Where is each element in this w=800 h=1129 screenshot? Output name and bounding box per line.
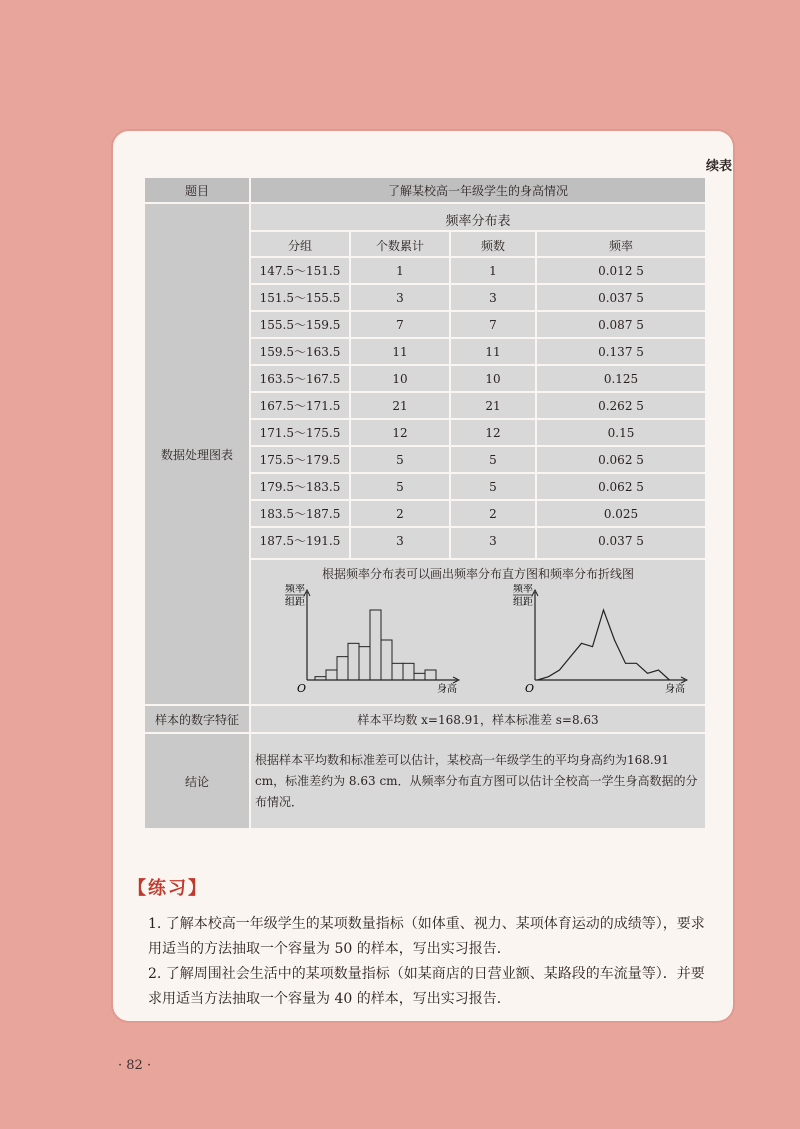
histogram-bar	[359, 647, 370, 680]
freq-cell-group: 175.5～179.5	[259, 453, 341, 467]
section-label: 数据处理图表	[145, 204, 249, 704]
freq-cell-group: 171.5～175.5	[259, 426, 341, 440]
frequency-polygon-chart	[495, 584, 695, 696]
freq-table-title: 频率分布表	[445, 213, 511, 229]
freq-cell-frequency: 0.037 5	[598, 533, 644, 548]
exercise-item-2: 2. 了解周围社会生活中的某项数量指标（如某商店的日营业额、某路段的车流量等）．并要求用适当方法抽取一个容量为 40 的样本，写出实习报告．	[148, 966, 705, 1007]
freq-cell-group: 151.5～155.5	[259, 291, 341, 305]
freq-cell-group: 147.5～151.5	[259, 264, 341, 278]
freq-cell-count: 3	[489, 290, 497, 305]
freq-cell-cumulative: 3	[396, 290, 404, 305]
freq-cell-cumulative: 12	[392, 425, 408, 440]
x-axis-label: 身高	[437, 684, 457, 695]
histogram-chart	[267, 584, 467, 696]
col-header-group: 分组	[287, 238, 312, 253]
freq-cell-cumulative: 11	[392, 344, 408, 359]
histogram-bar	[381, 640, 392, 680]
freq-cell-cumulative: 10	[392, 371, 408, 386]
freq-cell-group: 183.5～187.5	[259, 507, 341, 521]
freq-cell-group: 167.5～171.5	[259, 399, 341, 413]
freq-cell-cumulative: 2	[396, 506, 404, 521]
col-header-frequency: 频率	[608, 238, 633, 253]
exercise-title: 【练习】	[128, 878, 208, 899]
sample-label: 样本的数字特征	[145, 706, 249, 732]
freq-cell-cumulative: 21	[392, 398, 408, 413]
freq-cell-frequency: 0.262 5	[598, 398, 644, 413]
header-right: 了解某校高一年级学生的身高情况	[251, 178, 705, 202]
conclusion-text: 根据样本平均数和标准差可以估计，某校高一年级学生的平均身高约为168.91 cm，标准差约为 8.63 cm．从频率分布直方图可以估计全校高一学生身高数据的分布情况．	[255, 753, 698, 809]
freq-cell-group: 163.5～167.5	[259, 372, 341, 386]
y-label-bottom: 组距	[285, 597, 305, 608]
freq-cell-cumulative: 5	[396, 452, 404, 467]
histogram-bar	[348, 643, 359, 680]
freq-cell-cumulative: 1	[396, 263, 404, 278]
freq-cell-cumulative: 3	[396, 533, 404, 548]
freq-cell-frequency: 0.137 5	[598, 344, 644, 359]
freq-cell-count: 12	[485, 425, 501, 440]
y-label-top: 频率	[285, 584, 305, 595]
histogram-bar	[337, 657, 348, 680]
freq-cell-count: 5	[489, 479, 497, 494]
freq-cell-count: 10	[485, 371, 501, 386]
freq-cell-frequency: 0.037 5	[598, 290, 644, 305]
freq-cell-frequency: 0.087 5	[598, 317, 644, 332]
origin-label: O	[525, 682, 535, 695]
freq-cell-group: 179.5～183.5	[259, 480, 341, 494]
header-left: 题目	[145, 178, 249, 202]
freq-cell-count: 5	[489, 452, 497, 467]
y-label-bottom: 组距	[513, 597, 533, 608]
freq-cell-count: 3	[489, 533, 497, 548]
histogram-bar	[315, 677, 326, 680]
charts-caption: 根据频率分布表可以画出频率分布直方图和频率分布折线图	[321, 566, 634, 581]
report-table	[145, 178, 705, 828]
freq-cell-count: 2	[489, 506, 497, 521]
freq-cell-cumulative: 5	[396, 479, 404, 494]
freq-cell-frequency: 0.012 5	[598, 263, 644, 278]
origin-label: O	[297, 682, 307, 695]
freq-cell-group: 155.5～159.5	[259, 318, 341, 332]
freq-cell-frequency: 0.025	[603, 506, 639, 521]
continued-label: 续表	[705, 159, 732, 174]
col-header-cumulative: 个数累计	[375, 238, 424, 253]
freq-cell-count: 11	[485, 344, 501, 359]
freq-cell-group: 187.5～191.5	[259, 534, 341, 548]
freq-cell-frequency: 0.062 5	[598, 479, 644, 494]
x-axis-label: 身高	[665, 684, 685, 695]
freq-cell-frequency: 0.125	[603, 371, 639, 386]
frequency-polygon-line	[538, 610, 670, 680]
sample-stats: 样本平均数 x=168.91，样本标准差 s=8.63	[251, 706, 705, 732]
histogram-bar	[326, 670, 337, 680]
histogram-bar	[425, 670, 436, 680]
y-label-top: 频率	[513, 584, 533, 595]
histogram-bar	[392, 663, 403, 680]
freq-cell-count: 7	[489, 317, 497, 332]
histogram-bar	[403, 663, 414, 680]
exercise-item-1: 1. 了解本校高一年级学生的某项数量指标（如体重、视力、某项体育运动的成绩等），要求用适当的方法抽取一个容量为 50 的样本，写出实习报告．	[148, 916, 705, 957]
freq-cell-cumulative: 7	[396, 317, 404, 332]
freq-cell-count: 1	[489, 263, 497, 278]
freq-cell-frequency: 0.062 5	[598, 452, 644, 467]
col-header-count: 频数	[480, 238, 505, 253]
conclusion-label: 结论	[145, 734, 249, 828]
page-number: · 82 ·	[118, 1058, 152, 1073]
histogram-bar	[370, 610, 381, 680]
histogram-bar	[414, 673, 425, 680]
freq-cell-group: 159.5～163.5	[259, 345, 341, 359]
freq-cell-frequency: 0.15	[607, 425, 635, 440]
freq-cell-count: 21	[485, 398, 501, 413]
